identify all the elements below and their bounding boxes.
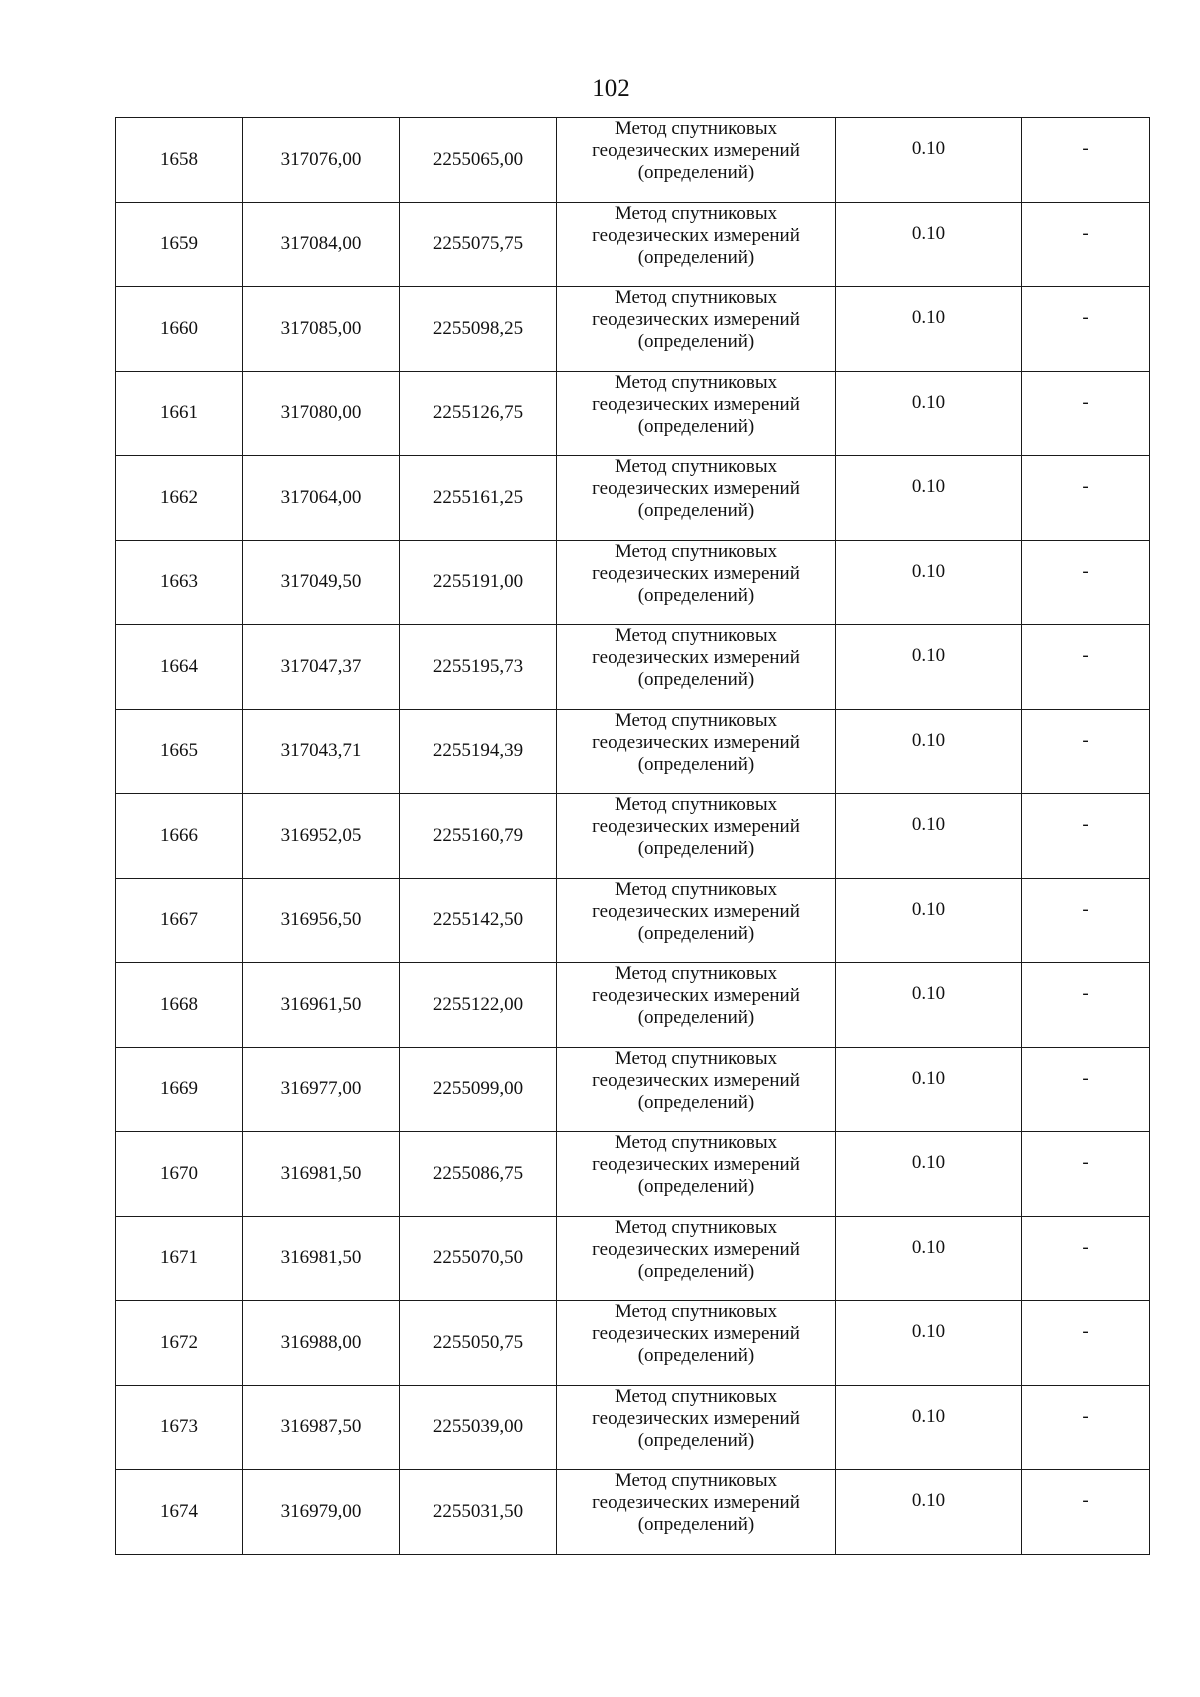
- method-text-line: геодезических измерений: [592, 1154, 800, 1175]
- method-text-line: Метод спутниковых: [614, 456, 778, 477]
- accuracy-value: 0.10: [911, 1152, 946, 1173]
- method-text-line: (определений): [637, 1514, 755, 1535]
- x-coordinate-cell: 316981,50: [243, 1216, 400, 1301]
- accuracy-value: 0.10: [911, 983, 946, 1004]
- method-text-line: (определений): [637, 1345, 755, 1366]
- accuracy-value: 0.10: [911, 391, 946, 413]
- accuracy-cell: [836, 625, 1022, 710]
- note-cell: [1022, 625, 1150, 710]
- accuracy-cell: [836, 540, 1022, 625]
- accuracy-value: 0.10: [911, 814, 946, 835]
- x-coordinate-cell: 316952,05: [243, 794, 400, 879]
- method-text-line: геодезических измерений: [592, 1323, 800, 1344]
- method-text-line: (определений): [637, 415, 755, 437]
- note-value: -: [1082, 222, 1089, 244]
- method-text-line: геодезических измерений: [592, 478, 800, 499]
- x-coordinate-cell: 316988,00: [243, 1301, 400, 1386]
- method-text-line: (определений): [637, 838, 755, 859]
- table-row: [116, 963, 1150, 1048]
- method-text-line: Метод спутниковых: [614, 878, 778, 900]
- y-coordinate-cell: 2255075,75: [400, 202, 557, 287]
- note-cell: [1022, 287, 1150, 372]
- point-number-cell: 1659: [116, 202, 243, 287]
- accuracy-value: 0.10: [911, 1490, 946, 1511]
- method-text-line: геодезических измерений: [592, 224, 800, 246]
- method-text-line: Метод спутниковых: [614, 202, 778, 224]
- method-cell: [557, 794, 836, 879]
- x-coordinate-cell: 317047,37: [243, 625, 400, 710]
- coordinates-table-body: [116, 118, 1150, 1555]
- accuracy-cell: [836, 709, 1022, 794]
- note-value: -: [1082, 307, 1089, 328]
- x-coordinate-cell: 317064,00: [243, 456, 400, 541]
- note-cell: [1022, 118, 1150, 203]
- method-cell: [557, 878, 836, 963]
- note-value: -: [1082, 1236, 1089, 1258]
- point-number-cell: 1668: [116, 963, 243, 1048]
- accuracy-cell: [836, 456, 1022, 541]
- method-text-line: геодезических измерений: [592, 393, 800, 415]
- page-number: 102: [592, 75, 630, 102]
- coordinates-table: [115, 117, 1150, 1555]
- method-text-line: Метод спутниковых: [614, 1216, 778, 1238]
- note-cell: [1022, 1385, 1150, 1470]
- method-text-line: Метод спутниковых: [614, 1301, 778, 1322]
- table-row: [116, 1132, 1150, 1217]
- accuracy-cell: [836, 371, 1022, 456]
- table-row: [116, 794, 1150, 879]
- point-number-cell: 1672: [116, 1301, 243, 1386]
- note-value: -: [1082, 391, 1089, 413]
- note-cell: [1022, 371, 1150, 456]
- table-row: [116, 287, 1150, 372]
- accuracy-value: 0.10: [911, 560, 946, 582]
- accuracy-cell: [836, 963, 1022, 1048]
- note-value: -: [1082, 560, 1089, 582]
- y-coordinate-cell: 2255161,25: [400, 456, 557, 541]
- y-coordinate-cell: 2255191,00: [400, 540, 557, 625]
- note-cell: [1022, 1470, 1150, 1555]
- x-coordinate-cell: 317085,00: [243, 287, 400, 372]
- point-number-cell: 1662: [116, 456, 243, 541]
- point-number-cell: 1674: [116, 1470, 243, 1555]
- method-cell: [557, 118, 836, 203]
- method-text-line: (определений): [637, 584, 755, 606]
- x-coordinate-cell: 316981,50: [243, 1132, 400, 1217]
- point-number-cell: 1669: [116, 1047, 243, 1132]
- y-coordinate-cell: 2255194,39: [400, 709, 557, 794]
- note-cell: [1022, 963, 1150, 1048]
- point-number-cell: 1665: [116, 709, 243, 794]
- accuracy-cell: [836, 1470, 1022, 1555]
- accuracy-cell: [836, 794, 1022, 879]
- method-cell: [557, 1301, 836, 1386]
- table-row: [116, 1047, 1150, 1132]
- note-value: -: [1082, 1067, 1089, 1089]
- method-text-line: (определений): [637, 753, 755, 775]
- y-coordinate-cell: 2255031,50: [400, 1470, 557, 1555]
- point-number-cell: 1670: [116, 1132, 243, 1217]
- point-number-cell: 1673: [116, 1385, 243, 1470]
- method-text-line: (определений): [637, 669, 755, 690]
- method-cell: [557, 1216, 836, 1301]
- point-number-cell: 1666: [116, 794, 243, 879]
- accuracy-value: 0.10: [911, 898, 946, 920]
- y-coordinate-cell: 2255039,00: [400, 1385, 557, 1470]
- note-value: -: [1082, 645, 1089, 666]
- method-text-line: Метод спутниковых: [614, 794, 778, 815]
- method-text-line: Метод спутниковых: [614, 709, 778, 731]
- y-coordinate-cell: 2255142,50: [400, 878, 557, 963]
- note-value: -: [1082, 898, 1089, 920]
- table-row: [116, 540, 1150, 625]
- note-cell: [1022, 202, 1150, 287]
- method-cell: [557, 1047, 836, 1132]
- method-text-line: геодезических измерений: [592, 1407, 800, 1429]
- method-cell: [557, 963, 836, 1048]
- accuracy-cell: [836, 1301, 1022, 1386]
- method-cell: [557, 709, 836, 794]
- accuracy-cell: [836, 1216, 1022, 1301]
- method-text-line: (определений): [637, 1176, 755, 1197]
- point-number-cell: 1667: [116, 878, 243, 963]
- method-text-line: Метод спутниковых: [614, 1385, 778, 1407]
- y-coordinate-cell: 2255098,25: [400, 287, 557, 372]
- note-cell: [1022, 456, 1150, 541]
- method-text-line: геодезических измерений: [592, 309, 800, 330]
- note-cell: [1022, 878, 1150, 963]
- table-row: [116, 1385, 1150, 1470]
- note-cell: [1022, 794, 1150, 879]
- method-text-line: геодезических измерений: [592, 985, 800, 1006]
- accuracy-value: 0.10: [911, 1067, 946, 1089]
- x-coordinate-cell: 316961,50: [243, 963, 400, 1048]
- table-row: [116, 1216, 1150, 1301]
- point-number-cell: 1661: [116, 371, 243, 456]
- method-text-line: геодезических измерений: [592, 647, 800, 668]
- method-text-line: геодезических измерений: [592, 900, 800, 922]
- method-cell: [557, 1132, 836, 1217]
- note-cell: [1022, 1047, 1150, 1132]
- note-cell: [1022, 540, 1150, 625]
- accuracy-cell: [836, 878, 1022, 963]
- method-text-line: (определений): [637, 1429, 755, 1451]
- x-coordinate-cell: 316977,00: [243, 1047, 400, 1132]
- table-row: [116, 625, 1150, 710]
- accuracy-value: 0.10: [911, 222, 946, 244]
- y-coordinate-cell: 2255122,00: [400, 963, 557, 1048]
- x-coordinate-cell: 317080,00: [243, 371, 400, 456]
- x-coordinate-cell: 317049,50: [243, 540, 400, 625]
- method-cell: [557, 287, 836, 372]
- table-row: [116, 1470, 1150, 1555]
- method-text-line: (определений): [637, 922, 755, 944]
- method-cell: [557, 202, 836, 287]
- y-coordinate-cell: 2255195,73: [400, 625, 557, 710]
- method-cell: [557, 1385, 836, 1470]
- table-row: [116, 1301, 1150, 1386]
- method-text-line: (определений): [637, 1007, 755, 1028]
- point-number-cell: 1664: [116, 625, 243, 710]
- method-text-line: геодезических измерений: [592, 816, 800, 837]
- accuracy-value: 0.10: [911, 476, 946, 497]
- method-text-line: (определений): [637, 1091, 755, 1113]
- method-text-line: (определений): [637, 1260, 755, 1282]
- note-value: -: [1082, 1405, 1089, 1427]
- method-text-line: (определений): [637, 246, 755, 268]
- y-coordinate-cell: 2255126,75: [400, 371, 557, 456]
- method-text-line: Метод спутниковых: [614, 1470, 778, 1491]
- table-row: [116, 456, 1150, 541]
- method-cell: [557, 1470, 836, 1555]
- method-text-line: Метод спутниковых: [614, 625, 778, 646]
- accuracy-value: 0.10: [911, 1321, 946, 1342]
- accuracy-cell: [836, 1132, 1022, 1217]
- accuracy-cell: [836, 287, 1022, 372]
- point-number-cell: 1663: [116, 540, 243, 625]
- note-value: -: [1082, 1152, 1089, 1173]
- note-value: -: [1082, 729, 1089, 751]
- x-coordinate-cell: 316987,50: [243, 1385, 400, 1470]
- x-coordinate-cell: 316956,50: [243, 878, 400, 963]
- point-number-cell: 1671: [116, 1216, 243, 1301]
- accuracy-cell: [836, 118, 1022, 203]
- accuracy-cell: [836, 1047, 1022, 1132]
- y-coordinate-cell: 2255050,75: [400, 1301, 557, 1386]
- method-text-line: (определений): [637, 331, 755, 352]
- note-cell: [1022, 1301, 1150, 1386]
- method-text-line: геодезических измерений: [592, 731, 800, 753]
- y-coordinate-cell: 2255086,75: [400, 1132, 557, 1217]
- table-row: [116, 118, 1150, 203]
- accuracy-value: 0.10: [911, 1236, 946, 1258]
- method-cell: [557, 625, 836, 710]
- point-number-cell: 1658: [116, 118, 243, 203]
- y-coordinate-cell: 2255070,50: [400, 1216, 557, 1301]
- y-coordinate-cell: 2255160,79: [400, 794, 557, 879]
- x-coordinate-cell: 317043,71: [243, 709, 400, 794]
- note-value: -: [1082, 814, 1089, 835]
- accuracy-cell: [836, 1385, 1022, 1470]
- method-text-line: Метод спутниковых: [614, 1047, 778, 1069]
- note-value: -: [1082, 1321, 1089, 1342]
- point-number-cell: 1660: [116, 287, 243, 372]
- method-text-line: Метод спутниковых: [614, 963, 778, 984]
- accuracy-value: 0.10: [911, 138, 946, 159]
- method-text-line: Метод спутниковых: [614, 287, 778, 308]
- method-text-line: геодезических измерений: [592, 140, 800, 161]
- method-text-line: геодезических измерений: [592, 562, 800, 584]
- method-text-line: Метод спутниковых: [614, 540, 778, 562]
- accuracy-value: 0.10: [911, 645, 946, 666]
- note-value: -: [1082, 1490, 1089, 1511]
- table-row: [116, 202, 1150, 287]
- method-text-line: Метод спутниковых: [614, 118, 778, 139]
- method-text-line: геодезических измерений: [592, 1238, 800, 1260]
- method-cell: [557, 540, 836, 625]
- x-coordinate-cell: 317084,00: [243, 202, 400, 287]
- x-coordinate-cell: 317076,00: [243, 118, 400, 203]
- y-coordinate-cell: 2255099,00: [400, 1047, 557, 1132]
- accuracy-value: 0.10: [911, 1405, 946, 1427]
- note-cell: [1022, 709, 1150, 794]
- note-value: -: [1082, 138, 1089, 159]
- note-value: -: [1082, 476, 1089, 497]
- method-cell: [557, 456, 836, 541]
- table-row: [116, 371, 1150, 456]
- accuracy-value: 0.10: [911, 307, 946, 328]
- method-text-line: геодезических измерений: [592, 1069, 800, 1091]
- method-text-line: геодезических измерений: [592, 1492, 800, 1513]
- note-value: -: [1082, 983, 1089, 1004]
- method-text-line: Метод спутниковых: [614, 1132, 778, 1153]
- note-cell: [1022, 1216, 1150, 1301]
- y-coordinate-cell: 2255065,00: [400, 118, 557, 203]
- table-row: [116, 878, 1150, 963]
- accuracy-value: 0.10: [911, 729, 946, 751]
- x-coordinate-cell: 316979,00: [243, 1470, 400, 1555]
- note-cell: [1022, 1132, 1150, 1217]
- table-row: [116, 709, 1150, 794]
- accuracy-cell: [836, 202, 1022, 287]
- method-cell: [557, 371, 836, 456]
- method-text-line: (определений): [637, 162, 755, 183]
- method-text-line: (определений): [637, 500, 755, 521]
- method-text-line: Метод спутниковых: [614, 371, 778, 393]
